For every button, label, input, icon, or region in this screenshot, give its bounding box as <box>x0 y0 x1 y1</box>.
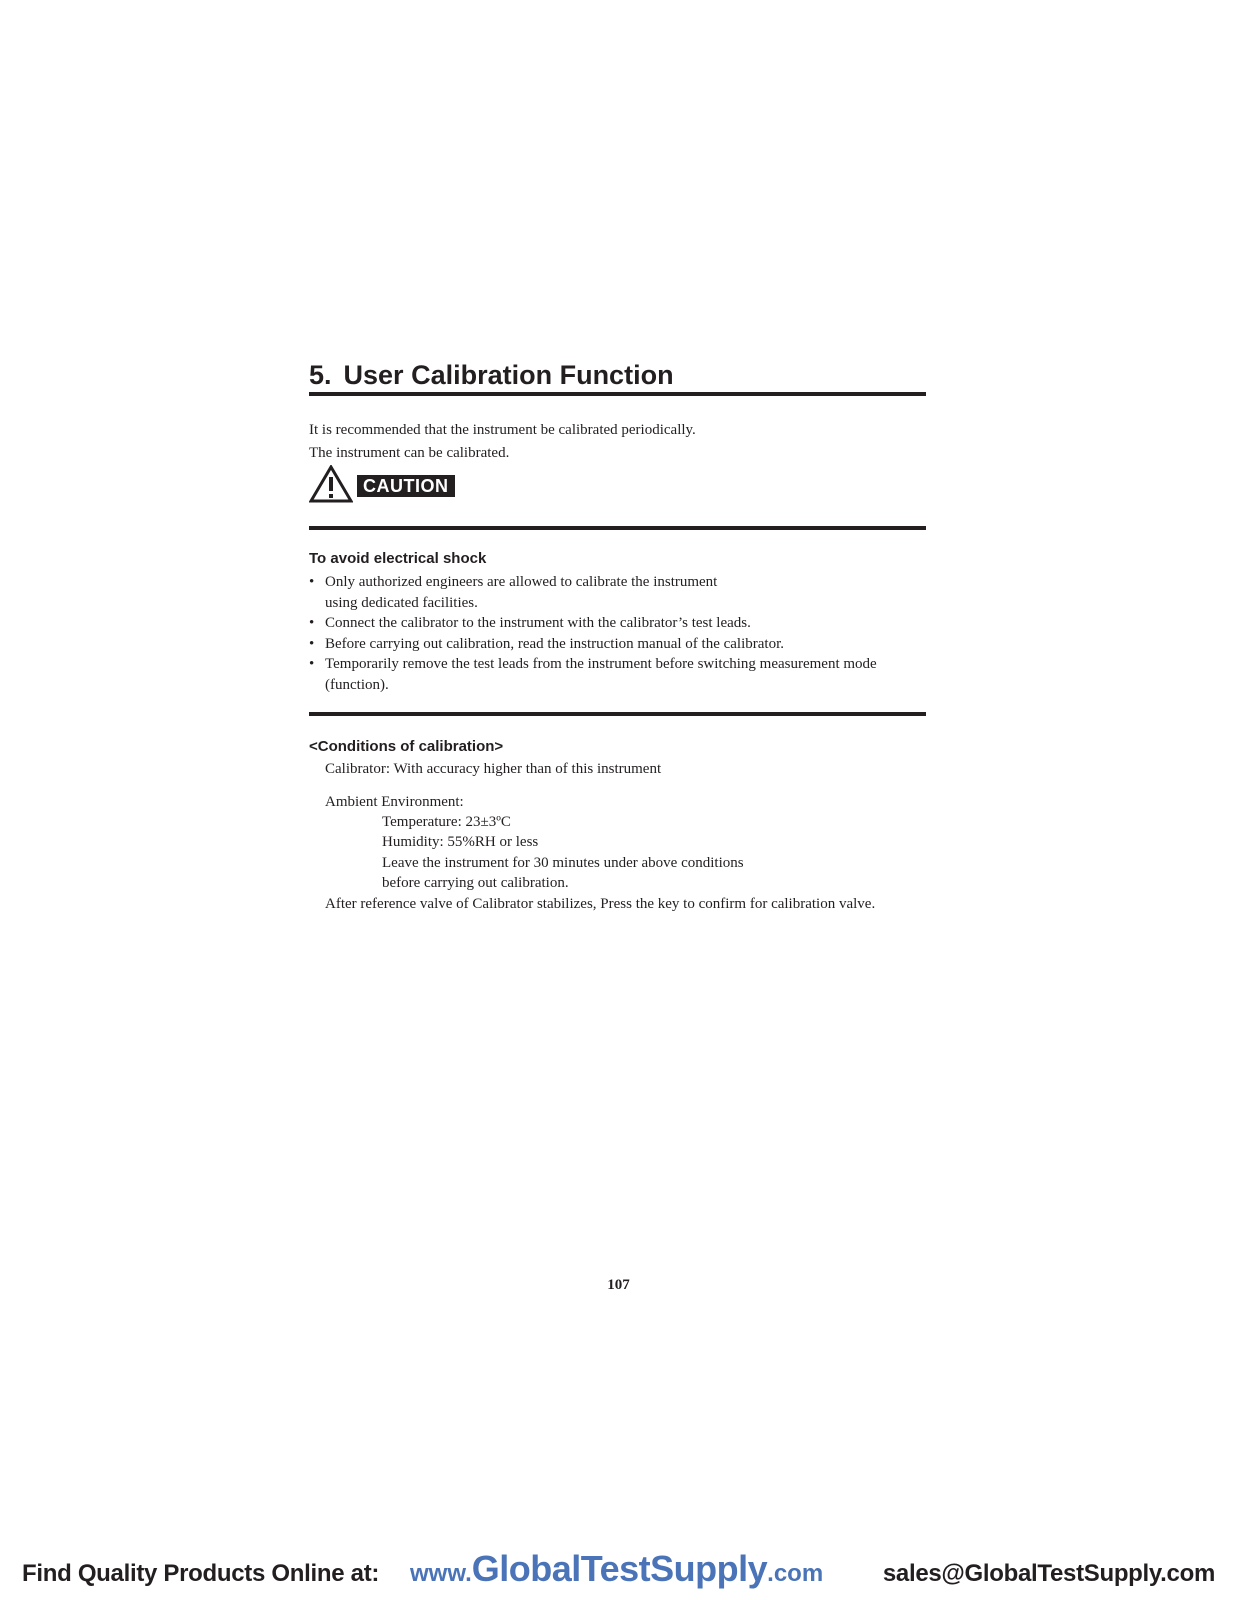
list-item-text: Connect the calibrator to the instrument with the calibrator’s test leads. <box>325 615 751 631</box>
section-heading <box>309 360 926 396</box>
leave-line-2: before carrying out calibration. <box>382 875 569 891</box>
caution-rule-top <box>309 526 926 530</box>
list-item-text: using dedicated facilities. <box>325 594 478 611</box>
list-item-text: Temporarily remove the test leads from the instrument before switching measurement mode <box>325 656 877 672</box>
section-number: 5. <box>309 360 332 390</box>
footer-url-prefix: www. <box>410 1560 472 1587</box>
bullet-marker: • <box>309 656 315 672</box>
humidity-line: Humidity: 55%RH or less <box>382 834 539 850</box>
warning-triangle-icon <box>309 465 353 503</box>
intro-text <box>309 419 696 465</box>
leave-line-1: Leave the instrument for 30 minutes under above conditions <box>382 855 744 871</box>
list-item <box>309 572 926 613</box>
list-item <box>309 613 926 634</box>
bullet-marker: • <box>309 635 315 652</box>
list-item-text: (function). <box>325 676 389 693</box>
intro-line-1: It is recommended that the instrument be calibrated periodically. <box>309 422 696 438</box>
shock-bullet-list <box>309 572 926 695</box>
footer-banner <box>0 1548 1237 1592</box>
after-line: After reference valve of Calibrator stabilizes, Press the key to confirm for calibration valve. <box>325 896 876 912</box>
shock-title: To avoid electrical shock <box>309 550 487 567</box>
bullet-marker: • <box>309 615 315 631</box>
bullet-marker: • <box>309 574 315 590</box>
footer-tagline: Find Quality Products Online at: <box>22 1560 380 1587</box>
footer-website-link[interactable] <box>410 1548 823 1590</box>
intro-line-2: The instrument can be calibrated. <box>309 445 510 461</box>
ambient-label: Ambient Environment: <box>325 794 464 810</box>
caution-banner <box>309 465 455 503</box>
list-item <box>309 654 926 695</box>
caution-rule-bottom <box>309 712 926 716</box>
temperature-line: Temperature: 23±3ºC <box>382 814 511 830</box>
list-item-text: Only authorized engineers are allowed to calibrate the instrument <box>325 574 718 590</box>
footer-url-suffix: .com <box>767 1560 824 1587</box>
list-item <box>309 634 926 655</box>
page-number: 107 <box>607 1277 630 1293</box>
footer-email-link[interactable]: sales@GlobalTestSupply.com <box>882 1560 1215 1587</box>
conditions-title: <Conditions of calibration> <box>309 738 504 755</box>
caution-label: CAUTION <box>357 475 455 497</box>
calibrator-line: Calibrator: With accuracy higher than of this instrument <box>325 761 662 777</box>
footer-url-main: GlobalTestSupply <box>471 1548 768 1589</box>
list-item-text: Before carrying out calibration, read the instruction manual of the calibrator. <box>325 635 784 652</box>
section-title: User Calibration Function <box>343 360 674 390</box>
